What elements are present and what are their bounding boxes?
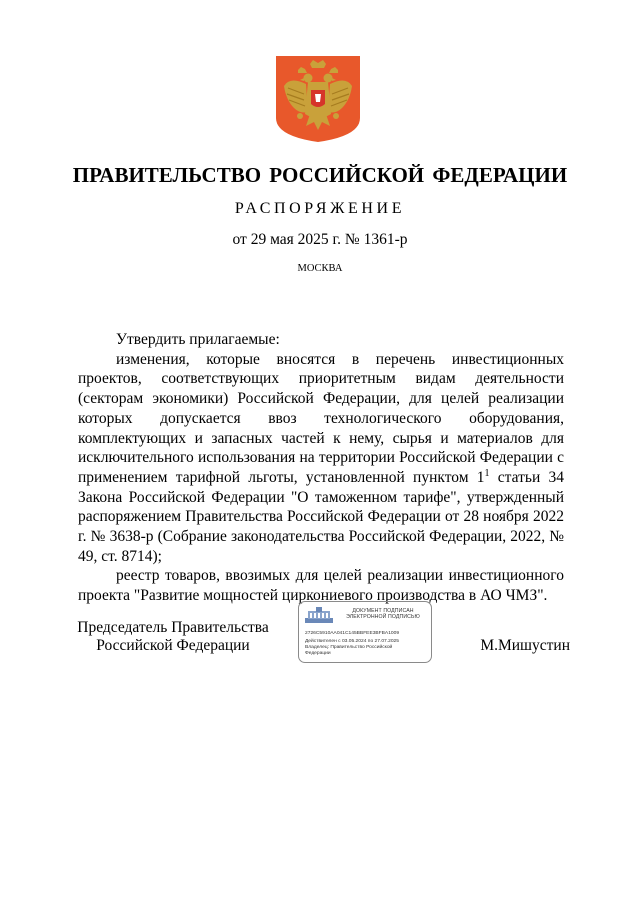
signatory-position (70, 619, 276, 655)
signatory-position-line2: Российской Федерации (96, 637, 250, 654)
stamp-title-line2: ЭЛЕКТРОННОЙ ПОДПИСЬЮ (346, 614, 420, 621)
item-1-text: изменения, которые вносятся в перечень инвестиционных проектов, соответствующих приоритетным видам деятельности (секторам экономики) Российской Федерации, для целей реализации которых допускается ввоз технологического оборудования, комплектующих и запасных частей к нему, сырья и материалов для исключительного использования на территории Российской Федерации с применением тарифной льготы, установленной пунктом 1 (78, 350, 564, 486)
item-2-paragraph: реестр товаров, ввозимых для целей реализации инвестиционного проекта "Развитие мощностей циркониевого производства в АО ЧМЗ". (78, 567, 564, 605)
document-body (78, 330, 564, 606)
russian-coat-of-arms-icon (276, 56, 360, 142)
document-type: РАСПОРЯЖЕНИЕ (234, 200, 406, 217)
document-date-number: от 29 мая 2025 г. № 1361-р (232, 231, 408, 248)
item-1-text-end: статьи 34 Закона Российской Федерации "О таможенном тарифе", утвержденный распоряжением Правительства Российской Федерации от 28 ноября 2022 г. № 3638-р (Собрание законодательства Российской Федерации, 2022, № 49, ст. 8714); (78, 468, 564, 565)
item-1-paragraph (78, 350, 564, 567)
electronic-signature-stamp (298, 601, 432, 663)
signatory-position-line1: Председатель Правительства (77, 619, 269, 636)
signatory-name: М.Мишустин (480, 637, 570, 654)
building-icon (305, 607, 333, 623)
stamp-certificate: 2726C5910AA041C145BBFEE3BFBA1009 (305, 631, 400, 636)
government-title: ПРАВИТЕЛЬСТВО РОССИЙСКОЙ ФЕДЕРАЦИИ (72, 163, 568, 187)
stamp-validity: Действителен с 03.05.2024 по 27.07.2025 (305, 639, 399, 644)
stamp-title-line1: ДОКУМЕНТ ПОДПИСАН (352, 608, 414, 614)
lead-paragraph: Утвердить прилагаемые: (116, 331, 280, 348)
document-city: МОСКВА (297, 263, 343, 274)
item-1-superscript: 1 (484, 467, 490, 479)
stamp-owner-line1: Владелец: Правительство Российской (305, 645, 393, 650)
stamp-title (337, 608, 429, 621)
stamp-owner-line2: Федерации (305, 651, 331, 656)
